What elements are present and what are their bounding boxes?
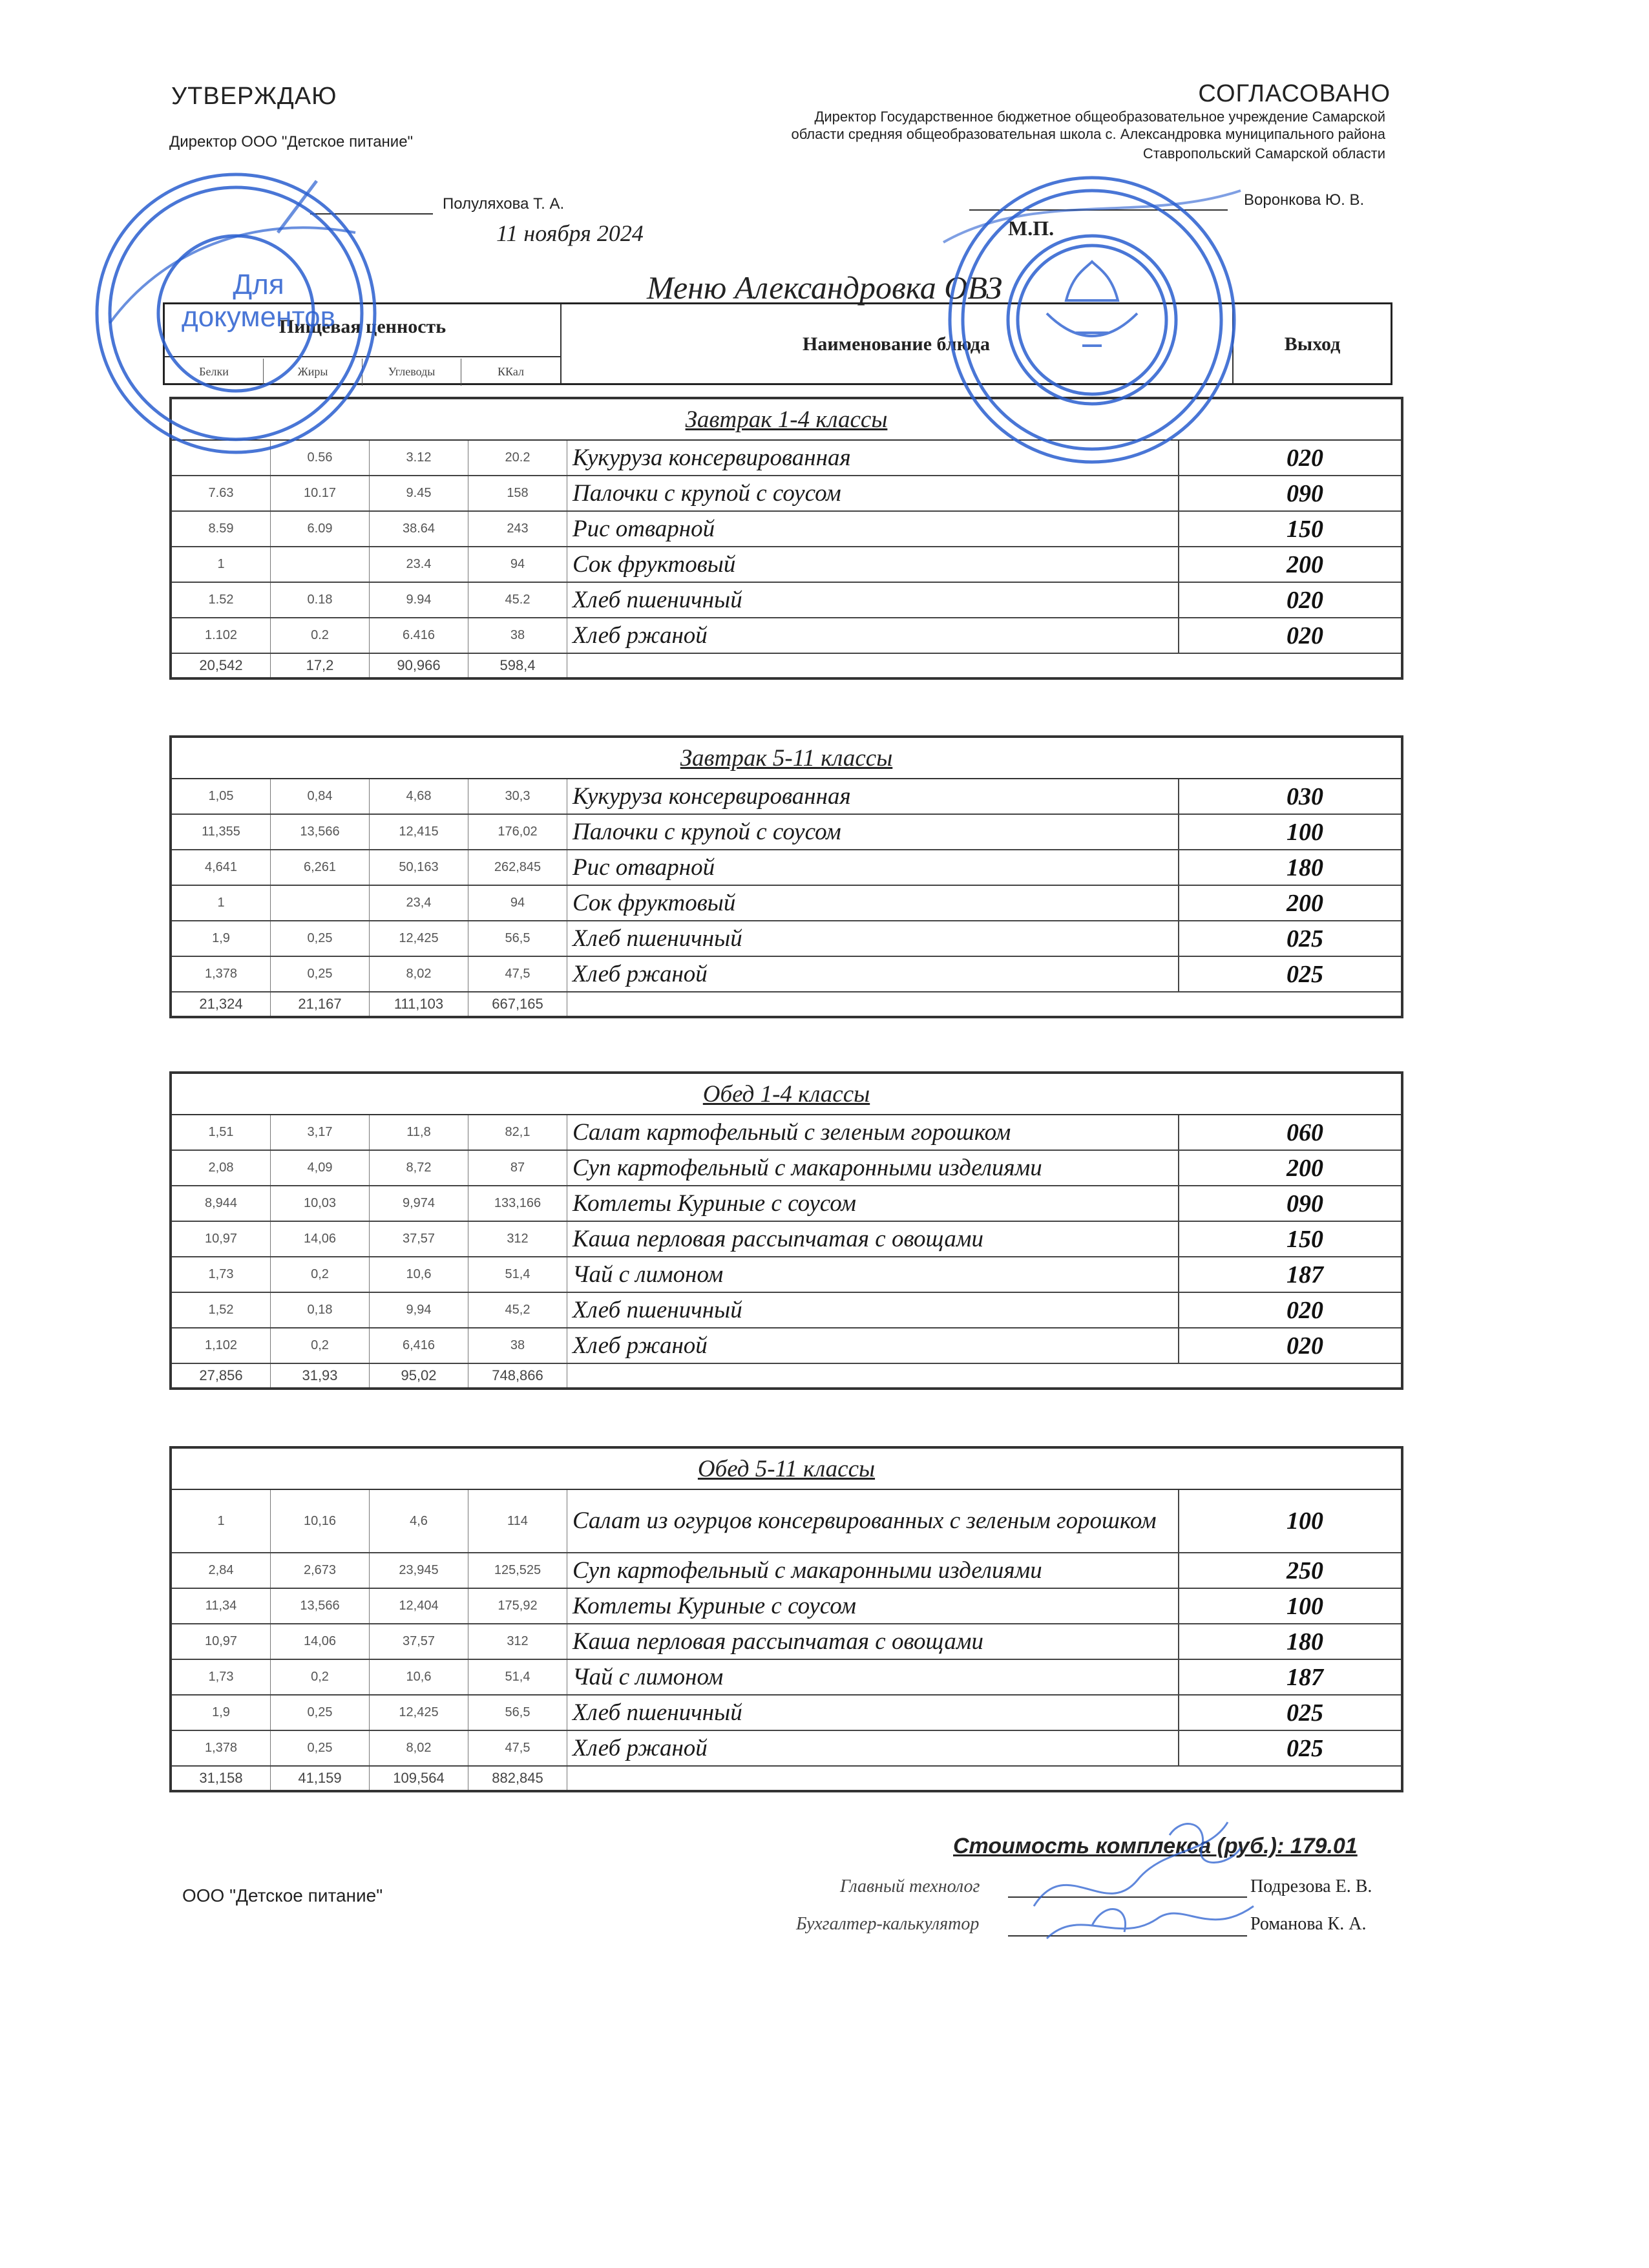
kcal-cell: 94 — [468, 886, 567, 920]
stamp-text: документов — [182, 301, 335, 333]
carbs-cell: 50,163 — [370, 850, 468, 885]
section-rows — [172, 1490, 1401, 1767]
section-title: Завтрак 5-11 классы — [172, 738, 1401, 779]
agreement-signature-line — [969, 209, 1228, 211]
dish-name-cell: Сок фруктовый — [567, 886, 1179, 920]
dish-name-cell: Хлеб пшеничный — [567, 921, 1179, 956]
fats-cell: 10,03 — [271, 1186, 370, 1221]
total-proteins: 31,158 — [172, 1767, 271, 1790]
section-rows — [172, 441, 1401, 654]
output-cell: 180 — [1287, 854, 1323, 881]
table-row — [172, 1624, 1401, 1660]
output-cell: 187 — [1287, 1261, 1323, 1288]
section-breakfast-1-4 — [169, 397, 1403, 680]
proteins-cell: 8,944 — [172, 1186, 271, 1221]
dish-name-cell: Сок фруктовый — [567, 547, 1179, 582]
section-lunch-5-11 — [169, 1446, 1403, 1792]
proteins-cell: 2,84 — [172, 1553, 271, 1588]
output-cell: 100 — [1287, 818, 1323, 846]
fats-cell: 10,16 — [271, 1490, 370, 1552]
section-totals — [172, 1767, 1401, 1790]
approval-title: УТВЕРЖДАЮ — [171, 83, 337, 110]
proteins-cell: 10,97 — [172, 1222, 271, 1256]
table-row — [172, 547, 1401, 583]
carbs-cell: 10,6 — [370, 1660, 468, 1694]
kcal-cell: 20.2 — [468, 441, 567, 475]
agreement-line-3: Ставропольский Самарской области — [1142, 145, 1385, 162]
output-cell: 090 — [1287, 479, 1323, 507]
table-row — [172, 618, 1401, 654]
kcal-cell: 30,3 — [468, 779, 567, 814]
section-rows — [172, 779, 1401, 992]
dish-name-header: Наименование блюда — [560, 304, 1234, 383]
fats-cell: 0,2 — [271, 1257, 370, 1292]
proteins-cell: 1.102 — [172, 618, 271, 653]
total-kcal: 598,4 — [468, 654, 567, 677]
total-carbs: 109,564 — [370, 1767, 468, 1790]
kcal-cell: 243 — [468, 512, 567, 546]
fats-cell: 0,25 — [271, 957, 370, 991]
tech-name: Подрезова Е. В. — [1250, 1876, 1372, 1896]
fats-cell: 14,06 — [271, 1624, 370, 1659]
table-row — [172, 1257, 1401, 1293]
table-row — [172, 957, 1401, 992]
output-cell: 030 — [1287, 782, 1323, 810]
fats-cell: 0,84 — [271, 779, 370, 814]
nutrition-title: Пищевая ценность — [278, 316, 446, 337]
dish-name-cell: Кукуруза консервированная — [567, 441, 1179, 475]
dish-name-cell: Палочки с крупой с соусом — [567, 476, 1179, 510]
dish-name-cell: Котлеты Куриные с соусом — [567, 1589, 1179, 1623]
output-cell: 187 — [1287, 1663, 1323, 1691]
total-proteins: 20,542 — [172, 654, 271, 677]
dish-name-cell: Каша перловая рассыпчатая с овощами — [567, 1624, 1179, 1659]
table-row — [172, 1293, 1401, 1328]
kcal-cell: 133,166 — [468, 1186, 567, 1221]
fats-cell: 0.56 — [271, 441, 370, 475]
carbs-cell: 3.12 — [370, 441, 468, 475]
output-cell: 180 — [1287, 1628, 1323, 1655]
table-row — [172, 1115, 1401, 1151]
fats-cell — [271, 547, 370, 582]
proteins-cell — [172, 441, 271, 475]
dish-name-cell: Каша перловая рассыпчатая с овощами — [567, 1222, 1179, 1256]
column-header — [163, 302, 1392, 385]
tech-role: Главный технолог — [840, 1876, 980, 1896]
agreement-title: СОГЛАСОВАНО — [1198, 80, 1391, 107]
proteins-cell: 1,51 — [172, 1115, 271, 1150]
carbs-cell: 9,974 — [370, 1186, 468, 1221]
output-cell: 100 — [1287, 1507, 1323, 1535]
kcal-cell: 51,4 — [468, 1660, 567, 1694]
fats-cell: 3,17 — [271, 1115, 370, 1150]
section-totals — [172, 654, 1401, 677]
fats-cell: 13,566 — [271, 1589, 370, 1623]
dish-name-cell: Хлеб пшеничный — [567, 1293, 1179, 1327]
total-kcal: 667,165 — [468, 992, 567, 1016]
carbs-cell: 11,8 — [370, 1115, 468, 1150]
output-cell: 060 — [1287, 1118, 1323, 1146]
total-fats: 31,93 — [271, 1364, 370, 1387]
footer-company: ООО "Детское питание" — [182, 1885, 383, 1906]
section-lunch-1-4 — [169, 1071, 1403, 1390]
kcal-cell: 176,02 — [468, 815, 567, 849]
kcal-cell: 56,5 — [468, 1696, 567, 1730]
fats-cell: 0,25 — [271, 921, 370, 956]
fats-cell: 2,673 — [271, 1553, 370, 1588]
proteins-cell: 1,73 — [172, 1660, 271, 1694]
output-cell: 025 — [1287, 960, 1323, 988]
proteins-cell: 1,52 — [172, 1293, 271, 1327]
accountant-signature-line — [1008, 1935, 1247, 1937]
carbs-cell: 8,02 — [370, 1731, 468, 1765]
proteins-cell: 1,9 — [172, 921, 271, 956]
table-row — [172, 1186, 1401, 1222]
table-row — [172, 921, 1401, 957]
kcal-cell: 94 — [468, 547, 567, 582]
total-proteins: 21,324 — [172, 992, 271, 1016]
dish-name-cell: Салат из огурцов консервированных с зеленым горошком — [567, 1490, 1179, 1552]
section-title: Обед 5-11 классы — [172, 1449, 1401, 1490]
dish-name-cell: Салат картофельный с зеленым горошком — [567, 1115, 1179, 1150]
dish-name-cell: Чай с лимоном — [567, 1257, 1179, 1292]
carbs-cell: 23,4 — [370, 886, 468, 920]
table-row — [172, 476, 1401, 512]
table-row — [172, 886, 1401, 921]
output-cell: 150 — [1287, 1225, 1323, 1253]
carbs-cell: 12,425 — [370, 921, 468, 956]
approval-name: Полуляхова Т. А. — [443, 195, 565, 213]
output-cell: 200 — [1287, 551, 1323, 578]
proteins-cell: 1,378 — [172, 957, 271, 991]
dish-name-cell: Рис отварной — [567, 512, 1179, 546]
fats-cell: 10.17 — [271, 476, 370, 510]
approval-date: 11 ноября 2024 — [496, 220, 644, 246]
accountant-name: Романова К. А. — [1250, 1914, 1367, 1934]
fats-cell: 6,261 — [271, 850, 370, 885]
proteins-cell: 4,641 — [172, 850, 271, 885]
agreement-name: Воронкова Ю. В. — [1244, 191, 1365, 209]
table-row — [172, 1731, 1401, 1767]
carbs-cell: 23.4 — [370, 547, 468, 582]
output-cell: 020 — [1287, 1296, 1323, 1324]
kcal-cell: 51,4 — [468, 1257, 567, 1292]
fats-cell: 0,18 — [271, 1293, 370, 1327]
dish-name-cell: Кукуруза консервированная — [567, 779, 1179, 814]
carbs-cell: 9.45 — [370, 476, 468, 510]
kcal-cell: 45.2 — [468, 583, 567, 617]
output-cell: 020 — [1287, 622, 1323, 649]
dish-name-cell: Хлеб ржаной — [567, 957, 1179, 991]
dish-name-cell: Хлеб ржаной — [567, 1328, 1179, 1363]
output-cell: 020 — [1287, 444, 1323, 472]
table-row — [172, 441, 1401, 476]
dish-name-cell: Рис отварной — [567, 850, 1179, 885]
output-cell: 090 — [1287, 1190, 1323, 1217]
approval-position: Директор ООО "Детское питание" — [169, 133, 414, 151]
proteins-cell: 1,102 — [172, 1328, 271, 1363]
proteins-cell: 7.63 — [172, 476, 271, 510]
output-cell: 200 — [1287, 889, 1323, 917]
output-cell: 020 — [1287, 1332, 1323, 1360]
proteins-cell: 11,34 — [172, 1589, 271, 1623]
section-breakfast-5-11 — [169, 735, 1403, 1018]
table-row — [172, 1328, 1401, 1364]
proteins-cell: 10,97 — [172, 1624, 271, 1659]
fats-cell: 0.18 — [271, 583, 370, 617]
section-title: Завтрак 1-4 классы — [172, 399, 1401, 441]
output-cell: 200 — [1287, 1154, 1323, 1182]
carbs-cell: 6.416 — [370, 618, 468, 653]
fats-cell: 0,25 — [271, 1731, 370, 1765]
section-totals — [172, 1364, 1401, 1387]
output-cell: 150 — [1287, 515, 1323, 543]
dish-name-cell: Палочки с крупой с соусом — [567, 815, 1179, 849]
fats-header: Жиры — [264, 359, 362, 386]
kcal-cell: 312 — [468, 1222, 567, 1256]
carbs-cell: 37,57 — [370, 1222, 468, 1256]
carbs-cell: 23,945 — [370, 1553, 468, 1588]
table-row — [172, 1696, 1401, 1731]
kcal-cell: 312 — [468, 1624, 567, 1659]
fats-cell: 0,2 — [271, 1328, 370, 1363]
dish-name-cell: Котлеты Куриные с соусом — [567, 1186, 1179, 1221]
table-row — [172, 850, 1401, 886]
kcal-cell: 262,845 — [468, 850, 567, 885]
kcal-cell: 175,92 — [468, 1589, 567, 1623]
total-kcal: 748,866 — [468, 1364, 567, 1387]
output-cell: 025 — [1287, 1734, 1323, 1762]
total-fats: 21,167 — [271, 992, 370, 1016]
output-cell: 025 — [1287, 925, 1323, 952]
kcal-cell: 47,5 — [468, 957, 567, 991]
output-cell: 020 — [1287, 586, 1323, 614]
section-rows — [172, 1115, 1401, 1364]
proteins-cell: 1,9 — [172, 1696, 271, 1730]
proteins-cell: 1 — [172, 547, 271, 582]
kcal-cell: 125,525 — [468, 1553, 567, 1588]
dish-name-cell: Чай с лимоном — [567, 1660, 1179, 1694]
table-row — [172, 512, 1401, 547]
carbs-cell: 12,425 — [370, 1696, 468, 1730]
carbs-cell: 9,94 — [370, 1293, 468, 1327]
proteins-cell: 1,73 — [172, 1257, 271, 1292]
dish-name-cell: Хлеб пшеничный — [567, 1696, 1179, 1730]
proteins-cell: 1,378 — [172, 1731, 271, 1765]
fats-cell: 13,566 — [271, 815, 370, 849]
carbs-cell: 12,415 — [370, 815, 468, 849]
kcal-cell: 158 — [468, 476, 567, 510]
fats-cell: 6.09 — [271, 512, 370, 546]
kcal-header: ККал — [498, 365, 524, 378]
kcal-cell: 38 — [468, 618, 567, 653]
menu-title: Меню Александровка ОВЗ — [647, 269, 1002, 306]
output-cell: 250 — [1287, 1557, 1323, 1584]
table-row — [172, 1151, 1401, 1186]
proteins-cell: 1 — [172, 886, 271, 920]
total-carbs: 90,966 — [370, 654, 468, 677]
proteins-cell: 2,08 — [172, 1151, 271, 1185]
carbs-cell: 4,68 — [370, 779, 468, 814]
carbs-cell: 37,57 — [370, 1624, 468, 1659]
proteins-cell: 1.52 — [172, 583, 271, 617]
proteins-cell: 8.59 — [172, 512, 271, 546]
output-header: Выход — [1284, 333, 1341, 355]
carbs-cell: 6,416 — [370, 1328, 468, 1363]
table-row — [172, 1589, 1401, 1624]
carbs-cell: 12,404 — [370, 1589, 468, 1623]
kcal-cell: 114 — [468, 1490, 567, 1552]
table-row — [172, 779, 1401, 815]
carbs-cell: 8,72 — [370, 1151, 468, 1185]
carbs-cell: 38.64 — [370, 512, 468, 546]
fats-cell: 0,2 — [271, 1660, 370, 1694]
carbs-cell: 8,02 — [370, 957, 468, 991]
output-cell: 025 — [1287, 1699, 1323, 1727]
tech-signature-line — [1008, 1896, 1247, 1898]
agreement-line-2: области средняя общеобразовательная школа с. Александровка муниципального района — [791, 126, 1385, 142]
table-row — [172, 1222, 1401, 1257]
total-fats: 41,159 — [271, 1767, 370, 1790]
proteins-cell: 11,355 — [172, 815, 271, 849]
table-row — [172, 1660, 1401, 1696]
carbs-cell: 10,6 — [370, 1257, 468, 1292]
fats-cell: 4,09 — [271, 1151, 370, 1185]
kcal-cell: 45,2 — [468, 1293, 567, 1327]
total-proteins: 27,856 — [172, 1364, 271, 1387]
table-row — [172, 1553, 1401, 1589]
dish-name-cell: Хлеб пшеничный — [567, 583, 1179, 617]
carbs-header: Углеводы — [362, 359, 461, 386]
proteins-header: Белки — [165, 359, 264, 386]
dish-name-cell: Суп картофельный с макаронными изделиями — [567, 1553, 1179, 1588]
fats-cell: 0.2 — [271, 618, 370, 653]
fats-cell: 0,25 — [271, 1696, 370, 1730]
total-kcal: 882,845 — [468, 1767, 567, 1790]
dish-name-cell: Хлеб ржаной — [567, 618, 1179, 653]
output-cell: 100 — [1287, 1592, 1323, 1620]
section-totals — [172, 992, 1401, 1016]
carbs-cell: 4,6 — [370, 1490, 468, 1552]
kcal-cell: 47,5 — [468, 1731, 567, 1765]
kcal-cell: 38 — [468, 1328, 567, 1363]
total-carbs: 111,103 — [370, 992, 468, 1016]
table-row — [172, 815, 1401, 850]
dish-name-cell: Суп картофельный с макаронными изделиями — [567, 1151, 1179, 1185]
table-row — [172, 583, 1401, 618]
section-title: Обед 1-4 классы — [172, 1074, 1401, 1115]
kcal-cell: 87 — [468, 1151, 567, 1185]
total-fats: 17,2 — [271, 654, 370, 677]
carbs-cell: 9.94 — [370, 583, 468, 617]
dish-name-cell: Хлеб ржаной — [567, 1731, 1179, 1765]
total-carbs: 95,02 — [370, 1364, 468, 1387]
accountant-role: Бухгалтер-калькулятор — [796, 1914, 980, 1934]
kcal-cell: 82,1 — [468, 1115, 567, 1150]
proteins-cell: 1 — [172, 1490, 271, 1552]
fats-cell: 14,06 — [271, 1222, 370, 1256]
table-row — [172, 1490, 1401, 1553]
proteins-cell: 1,05 — [172, 779, 271, 814]
fats-cell — [271, 886, 370, 920]
kcal-cell: 56,5 — [468, 921, 567, 956]
approval-signature-line — [310, 213, 433, 215]
seal-label: М.П. — [1008, 216, 1055, 240]
stamp-text: Для — [233, 269, 284, 300]
complex-cost: Стоимость комплекса (руб.): 179.01 — [953, 1834, 1358, 1858]
agreement-line-1: Директор Государственное бюджетное общеобразовательное учреждение Самарской — [814, 109, 1385, 125]
nutrition-header — [165, 304, 562, 383]
